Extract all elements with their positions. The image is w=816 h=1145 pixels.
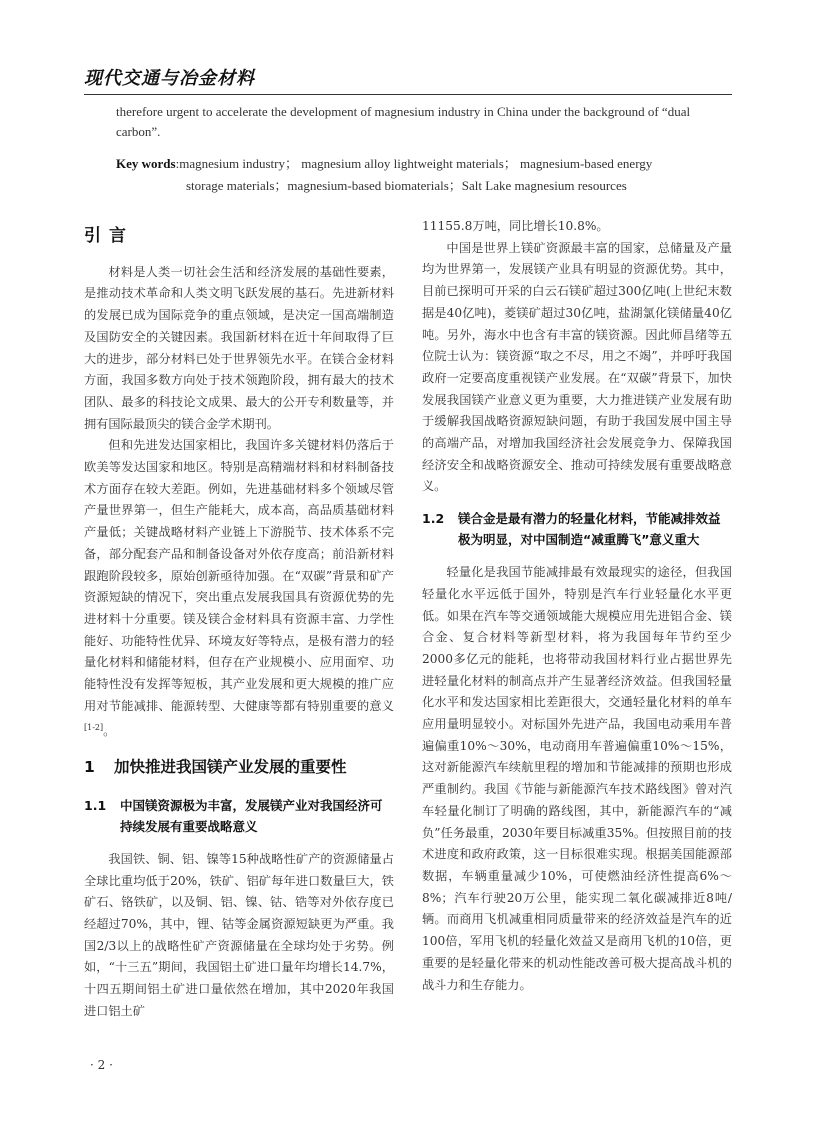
keywords (116, 153, 716, 197)
page-number: · 2 · (90, 1058, 113, 1072)
section-1-2-number: 1.2 (422, 511, 445, 527)
intro-paragraph-2 (84, 435, 394, 743)
keywords-label: Key words (116, 156, 176, 171)
section-1-1-paragraph-1: 我国铁、铜、铝、镍等15种战略性矿产的资源储量占全球比重均低于20%，铁矿、铝矿每年进口数量巨大，铁矿石、铬铁矿，以及铜、铝、镍、钴、锆等对外依存度已经超过70%，其中，锂、钴等金属资源短缺更为严重。我国2/3以上的战略性矿产资源储量在全球均处于劣势。例如，“十三五”期间，我国铝土矿进口量年均增长14.7%，十四五期间铝土矿进口量依然在增加，其中2020年我国进口铝土矿 (84, 851, 394, 1018)
intro-heading: 引言 (84, 226, 134, 246)
section-1-heading (84, 757, 394, 779)
keywords-line1: :magnesium industry； magnesium alloy lightweight materials； magnesium-based energy (175, 156, 653, 171)
section-1-2-paragraph-1: 轻量化是我国节能减排最有效最现实的途径，但我国轻量化水平远低于国外，特别是汽车行业轻量化水平更低。如果在汽车等交通领域能大规模应用先进铝合金、镁合金、复合材料等新型材料，将为我国每年节约至少2000多亿元的能耗，也将带动我国材料行业占据世界先进轻量化材料的制高点并产生显著经济效益。但我国轻量化水平和发达国家相比差距很大，交通轻量化材料的单车应用量明显较小。对标国外先进产品，我国电动乘用车普遍偏重10%～30%，电动商用车普遍偏重10%～15%，这对新能源汽车续航里程的增加和节能减排的预期也形成严重制约。我国《节能与新能源汽车技术路线图》曾对汽车轻量化制订了明确的路线图，其中，新能源汽车的“减负”任务最重，2030年要目标减重35%。但按照目前的技术进度和政府政策，这一目标很难实现。根据美国能源部数据，车辆重量减少10%，可使燃油经济性提高6%～8%；汽车行驶20万公里，能实现二氧化碳减排近8吨/辆。而商用飞机减重相同质量带来的经济效益是汽车的近100倍，军用飞机的轻量化效益又是商用飞机的10倍，更重要的是轻量化带来的机动性能改善可极大提高战斗机的战斗力和生存能力。 (422, 565, 732, 992)
section-1-1-number: 1.1 (84, 797, 107, 813)
keywords-line2: storage materials；magnesium-based biomaterials；Salt Lake magnesium resources (186, 178, 627, 193)
left-column (84, 216, 394, 1023)
section-1-number: 1 (84, 758, 95, 777)
section-1-2-title: 镁合金是最有潜力的轻量化材料，节能减排效益极为明显，对中国制造“减重腾飞”意义重大 (458, 511, 721, 548)
intro-paragraph-1: 材料是人类一切社会生活和经济发展的基础性要素，是推动技术革命和人类文明飞跃发展的基石。先进新材料的发展已成为国际竞争的重点领域，是决定一国高端制造及国防安全的关键因素。我国新材料在近十年间取得了巨大的进步，部分材料已处于世界领先水平。在镁合金材料方面，我国多数方向处于技术领跑阶段，拥有最大的技术团队、最多的科技论文成果、最大的公开专利数量等，并拥有国际最顶尖的镁合金学术期刊。 (84, 264, 394, 431)
right-column (422, 216, 732, 996)
section-1-1-paragraph-2: 中国是世界上镁矿资源最丰富的国家，总储量及产量均为世界第一，发展镁产业具有明显的资源优势。其中，目前已探明可开采的白云石镁矿超过300亿吨(上世纪末数据是40亿吨)，菱镁矿超过30亿吨，盐湖氯化镁储量40亿吨。另外，海水中也含有丰富的镁资源。因此师昌绪等五位院士认为：镁资源“取之不尽，用之不竭”，并呼吁我国政府一定要高度重视镁产业发展。在“双碳”背景下，加快发展我国镁产业意义更为重要，大力推进镁产业发展有助于缓解我国战略资源短缺问题，有助于我国发展中国主导的高端产品，对增加我国经济社会发展竞争力、保障我国经济安全和战略资源安全、推动可持续发展有重要战略意义。 (422, 240, 732, 494)
header-rule (84, 94, 732, 95)
section-1-title: 加快推进我国镁产业发展的重要性 (114, 758, 347, 777)
journal-title: 现代交通与冶金材料 (84, 68, 255, 89)
intro-paragraph-2-text: 但和先进发达国家相比，我国许多关键材料仍落后于欧美等发达国家和地区。特别是高精端材料和材料制备技术方面存在较大差距。例如，先进基础材料多个领域尽管产量世界第一，但生产能耗大，成本高，高品质基础材料产量低；关键战略材料产业链上下游脱节、技术体系不完备，部分配套产品和制备设备对外依存度高；前沿新材料跟跑阶段较多，原始创新亟待加强。在“双碳”背景和矿产资源短缺的情况下，突出重点发展我国具有资源优势的先进材料十分重要。镁及镁合金材料具有资源丰富、力学性能好、功能特性优异、环境友好等特点，是极有潜力的轻量化材料和储能材料，但存在产业规模小、应用面窄、功能特性没有发挥等短板，其产业发展和更大规模的推广应用对节能减排、能源转型、大健康等都有特别重要的意义 (84, 438, 394, 713)
section-1-1-paragraph-1-continued: 11155.8万吨，同比增长10.8%。 (422, 219, 609, 233)
section-1-1-title: 中国镁资源极为丰富，发展镁产业对我国经济可持续发展有重要战略意义 (120, 797, 383, 834)
citation-ref: [1-2] (84, 723, 104, 733)
intro-paragraph-2-end: 。 (103, 724, 116, 739)
section-1-2-heading (422, 508, 732, 550)
section-1-1-heading (84, 795, 394, 837)
abstract-tail: therefore urgent to accelerate the development of magnesium industry in China under the background of “dual carbon”. (116, 104, 691, 139)
